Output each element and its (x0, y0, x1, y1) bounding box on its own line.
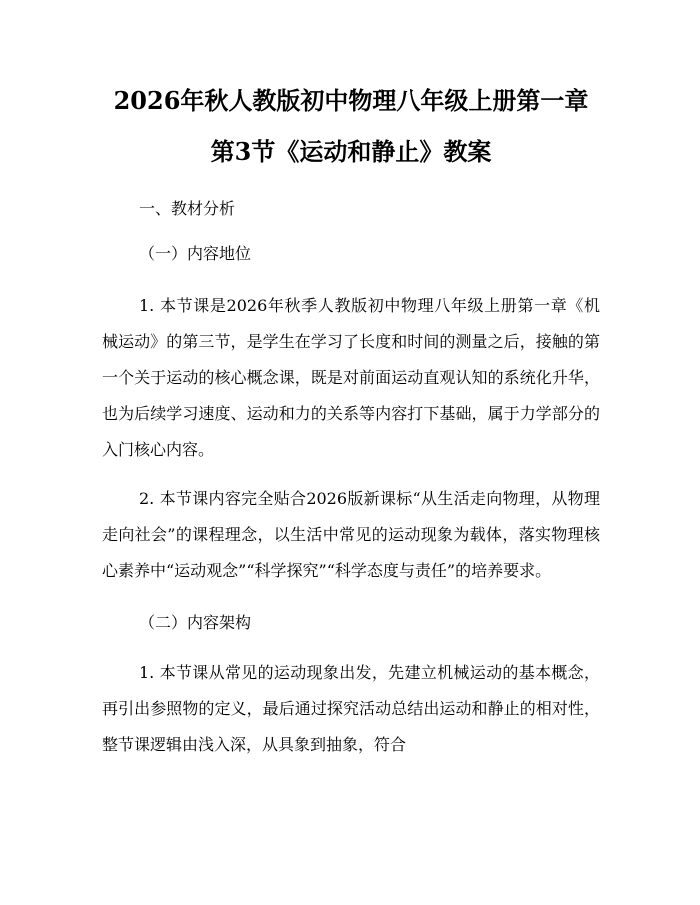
section-heading-textbook-analysis: 一、教材分析 (139, 199, 236, 218)
paragraph-content-position-1: 1. 本节课是2026年秋季人教版初中物理八年级上册第一章《机械运动》的第三节，是学生在学习了长度和时间的测量之后，接触的第一个关于运动的核心概念课，既是对前面运动直观认知的系统化升华，也为后续学习速度、运动和力的关系等内容打下基础，属于力学部分的入门核心内容。 (102, 296, 600, 459)
subsection-heading-content-position: （一）内容地位 (139, 244, 252, 263)
document-title-line-2: 第3节《运动和静止》教案 (210, 137, 492, 166)
paragraph-content-structure-1: 1. 本节课从常见的运动现象出发，先建立机械运动的基本概念，再引出参照物的定义，最后通过探究活动总结出运动和静止的相对性，整节课逻辑由浅入深，从具象到抽象，符合 (102, 663, 600, 754)
paragraph-content-position-2: 2. 本节课内容完全贴合2026版新课标“从生活走向物理，从物理走向社会”的课程理念，以生活中常见的运动现象为载体，落实物理核心素养中“运动观念”“科学探究”“科学态度与责任”的培养要求。 (102, 489, 600, 580)
document-title-line-1: 2026年秋人教版初中物理八年级上册第一章 (113, 86, 589, 115)
subsection-heading-content-structure: （二）内容架构 (139, 613, 252, 632)
